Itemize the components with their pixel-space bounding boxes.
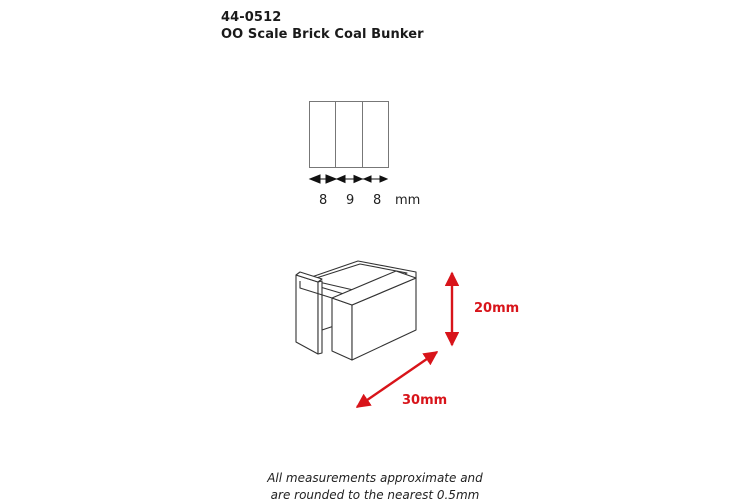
plan-section-right	[363, 102, 389, 168]
bunker-left-end	[296, 275, 318, 354]
height-label: 20mm	[474, 301, 520, 316]
bunker-left-end-thin	[318, 281, 322, 354]
plan-section-middle	[336, 102, 363, 168]
width-label: 30mm	[402, 393, 448, 408]
footnote-line-2: are rounded to the nearest 0.5mm	[270, 488, 480, 502]
plan-segment-label-1: 8	[319, 193, 328, 208]
plan-segment-label-3: 8	[373, 193, 382, 208]
product-code: 44-0512	[221, 10, 282, 25]
product-name: OO Scale Brick Coal Bunker	[221, 27, 424, 42]
plan-view	[310, 102, 389, 168]
plan-segment-label-2: 9	[346, 193, 355, 208]
bunker-drawing	[296, 261, 416, 360]
footnote-line-1: All measurements approximate and	[267, 471, 483, 485]
plan-unit-label: mm	[395, 193, 421, 208]
footnote	[230, 470, 520, 504]
bunker-front-wall	[332, 298, 352, 360]
plan-section-left	[310, 102, 336, 168]
plan-dimension-arrows	[310, 175, 387, 183]
